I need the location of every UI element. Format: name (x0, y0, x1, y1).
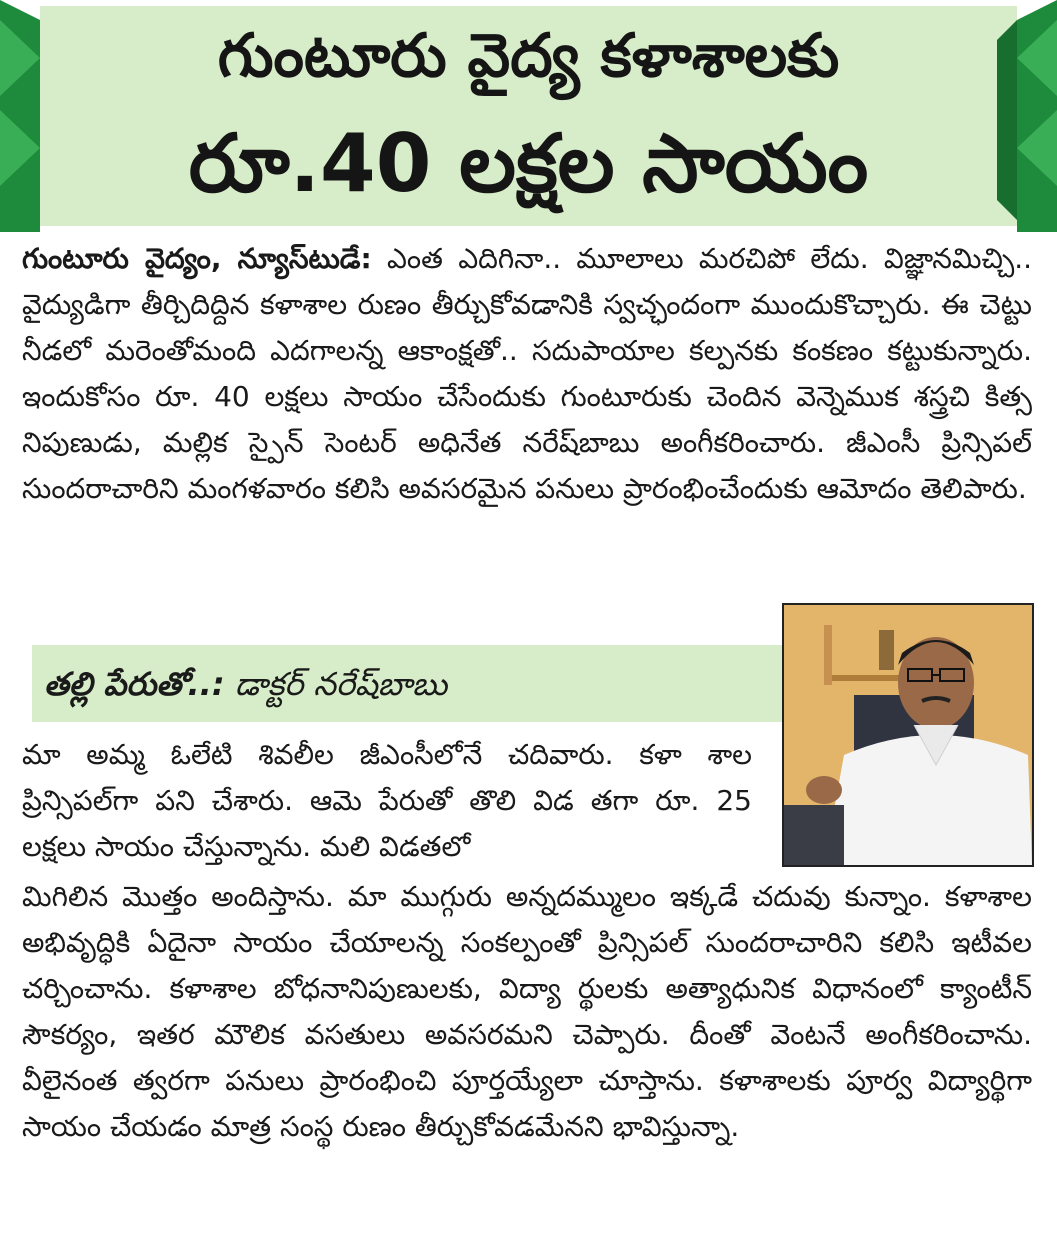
portrait-photo-illustration (784, 605, 1032, 865)
subheading (44, 652, 774, 716)
article-intro-paragraph (22, 236, 1032, 628)
intro-text: ఎంత ఎదిగినా.. మూలాలు మరచిపో లేదు. విజ్ఞానమిచ్చి.. వైద్యుడిగా తీర్చిదిద్దిన కళాశాల రుణం తీర్చుకోవడానికి స్వచ్ఛందంగా ముందుకొచ్చారు. ఈ చెట్టు నీడలో మరెంతోమంది ఎదగాలన్న ఆకాంక్షతో.. సదుపాయాల కల్పనకు కంకణం కట్టుకున్నారు. ఇందుకోసం రూ. 40 లక్షలు సాయం చేసేందుకు గుంటూరుకు చెందిన వెన్నెముక శస్త్రచి కిత్స నిపుణుడు, మల్లిక స్పైన్ సెంటర్ అధినేత నరేష్‌బాబు అంగీకరించారు. జీఎంసీ ప్రిన్సిపల్ సుందరాచారిని మంగళవారం కలిసి అవసరమైన పనులు ప్రారంభించేందుకు ఆమోదం తెలిపారు. (22, 242, 1032, 505)
subheading-label: తల్లి పేరుతో..: (44, 665, 225, 703)
headline-line-1: గుంటూరు వైద్య కళాశాలకు (217, 21, 840, 91)
quote-paragraph-part-2: మిగిలిన మొత్తం అందిస్తాను. మా ముగ్గురు అన్నదమ్ములం ఇక్కడే చదువు కున్నాం. కళాశాల అభివృద్ధికి ఏదైనా సాయం చేయాలన్న సంకల్పంతో ప్రిన్సిపల్ సుందరాచారిని కలిసి ఇటీవల చర్చించాను. కళాశాల బోధనానిపుణులకు, విద్యా ర్థులకు అత్యాధునిక విధానంలో క్యాంటీన్ సౌకర్యం, ఇతర మౌలిక వసతులు అవసరమని చెప్పారు. దీంతో వెంటనే అంగీకరించాను. వీలైనంత త్వరగా పనులు ప్రారంభించి పూర్తయ్యేలా చూస్తాను. కళాశాలకు పూర్వ విద్యార్థిగా సాయం చేయడం మాత్ర సంస్థ రుణం తీర్చుకోవడమేనని భావిస్తున్నా. (22, 880, 1032, 1143)
headline-line-2: రూ.40 లక్షల సాయం (188, 117, 869, 210)
portrait-photo (782, 603, 1034, 867)
headline-banner (0, 0, 1057, 232)
quote-paragraph-part-1: మా అమ్మ ఓలేటి శివలీల జీఎంసీలోనే చదివారు. కళా శాల ప్రిన్సిపల్‌గా పని చేశారు. ఆమె పేరుతో తొలి విడ తగా రూ. 25 లక్షలు సాయం చేస్తున్నాను. మలి విడతలో (22, 738, 752, 863)
subheading-name: డాక్టర్ నరేష్‌బాబు (224, 665, 448, 703)
dateline: గుంటూరు వైద్యం, న్యూస్‌టుడే: (22, 242, 372, 275)
